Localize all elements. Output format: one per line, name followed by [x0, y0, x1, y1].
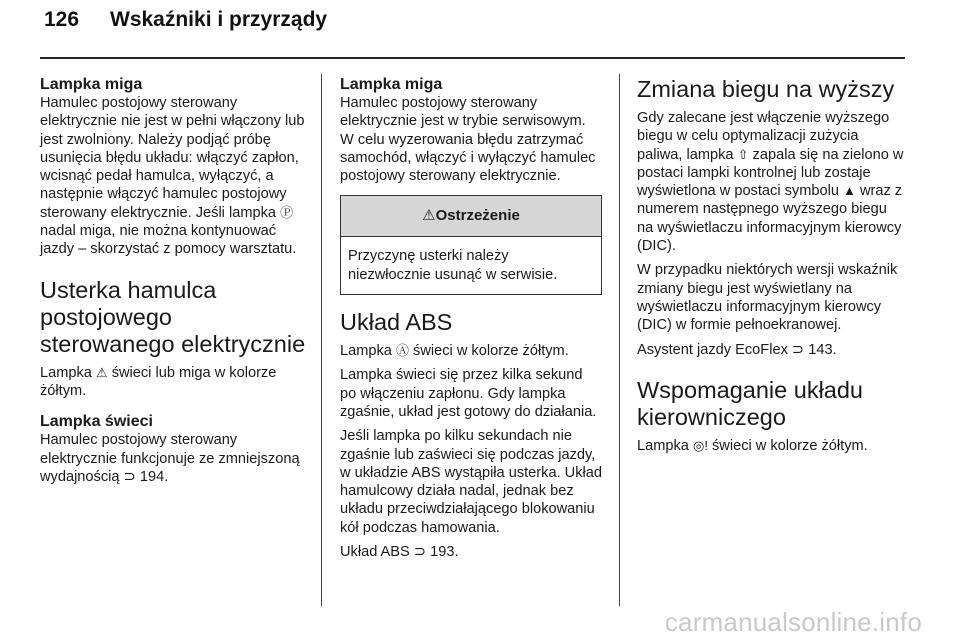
page-reference[interactable]: 193. [426, 544, 459, 561]
text: Hamulec postojowy sterowany elektrycznie funkcjonuje ze zmniejszoną wydajnością [40, 432, 300, 485]
paragraph-shift-1 [637, 109, 907, 255]
abs-lamp-icon: Ⓐ [395, 343, 409, 359]
heading-lamp-blinks: Lampka miga [40, 76, 143, 93]
warning-box [340, 195, 602, 295]
paragraph-fault [40, 364, 308, 401]
paragraph-abs-1 [340, 342, 602, 360]
warning-text: Przyczynę usterki należy niezwłocznie usunąć w serwisie. [348, 248, 558, 283]
heading-epb-fault: Usterka hamulca postojowego sterowanego elektrycznie [40, 276, 306, 357]
column-3 [637, 76, 907, 455]
text: nadal miga, nie można kontynuować jazdy – skorzystać z pomocy warsztatu. [40, 223, 297, 258]
text: Lampka [637, 437, 693, 454]
column-divider-2 [619, 74, 620, 606]
warning-title: Ostrzeżenie [435, 207, 520, 225]
warning-lamp-icon: ⚠ [95, 364, 108, 380]
page-title: Wskaźniki i przyrządy [110, 8, 328, 31]
text: świeci w kolorze żółtym. [409, 343, 569, 360]
reference-arrow-icon: ⊃ [413, 544, 427, 561]
paragraph-service-mode: Hamulec postojowy sterowany elektrycznie jest w trybie serwisowym. W celu wyzerowania błędu zatrzymać samochód, włączyć i wyłączyć hamulec postojowy sterowany elektrycznie. [340, 95, 596, 185]
heading-abs: Układ ABS [340, 309, 453, 336]
paragraph-lit [40, 431, 308, 486]
heading-lamp-blinks-2: Lampka miga [340, 76, 443, 93]
text: Gdy zalecane jest włączenie wyższego biegu w celu optymalizacji zużycia paliwa, lampka [637, 110, 890, 163]
heading-power-steering: Wspomaganie układu kierowniczego [637, 376, 863, 430]
text: Asystent jazdy EcoFlex [637, 341, 792, 358]
upshift-icon: ⇧ [737, 146, 749, 162]
page-reference[interactable]: 143. [804, 341, 837, 358]
parking-brake-icon: Ⓟ [280, 204, 294, 220]
paragraph-shift-3 [637, 341, 907, 359]
warning-triangle-icon: ⚠ [422, 207, 436, 225]
paragraph-blink [40, 94, 308, 259]
heading-lamp-lit: Lampka świeci [40, 413, 153, 431]
triangle-up-icon: ▲ [843, 183, 856, 199]
text: Układ ABS [340, 544, 414, 561]
heading-upshift: Zmiana biegu na wyższy [637, 76, 895, 102]
text: zapala się na zielono w postaci lampki kontrolnej lub zostaje wyświetlona w postaci symbolu [637, 146, 904, 200]
paragraph-abs-2: Lampka świeci się przez kilka sekund po włączeniu zapłonu. Gdy lampka zgaśnie, układ jest gotowy do działania. [340, 367, 597, 420]
steering-lamp-icon: ◎! [692, 437, 708, 453]
paragraph-steering [637, 437, 907, 455]
text: Hamulec postojowy sterowany elektrycznie nie jest w pełni włączony lub jest zwolniony. Należy podjąć próbę usunięcia błędu układu: włączyć zapłon, wcisnąć pedał hamulca, wyłączyć, a następnie włączyć hamulec postojowy sterowany elektrycznie. Jeśli lampka [40, 95, 305, 221]
text: Lampka [340, 343, 396, 360]
warning-header [341, 196, 601, 237]
reference-arrow-icon: ⊃ [123, 468, 136, 485]
paragraph-shift-2: W przypadku niektórych wersji wskaźnik zmiany biegu jest wyświetlany na wyświetlaczu informacyjnym kierowcy (DIC) w formie pełnoekranowej. [637, 262, 898, 334]
column-divider-1 [321, 74, 322, 606]
header-rule [40, 57, 905, 59]
text: świeci lub miga w kolorze żółtym. [40, 364, 277, 399]
page-reference[interactable]: 194. [135, 468, 169, 485]
text: wraz z numerem następnego wyższego biegu na wyświetlaczu informacyjnym kierowcy (DIC). [637, 183, 903, 255]
page-number: 126 [44, 8, 80, 31]
paragraph-abs-4 [340, 543, 602, 561]
column-1 [40, 76, 308, 486]
reference-arrow-icon: ⊃ [791, 341, 805, 358]
paragraph-abs-3: Jeśli lampka po kilku sekundach nie zgaśnie lub zaświeci się podczas jazdy, w układzie ABS wystąpiła usterka. Układ hamulcowy działa nadal, jednak bez układu przeciwdziałającego blokowaniu kół podczas hamowania. [340, 428, 602, 536]
page-header [44, 8, 327, 32]
column-2 [340, 76, 602, 561]
text: Lampka [40, 364, 96, 381]
watermark: carmanualsonline.info [664, 607, 922, 637]
text: świeci w kolorze żółtym. [707, 437, 868, 454]
